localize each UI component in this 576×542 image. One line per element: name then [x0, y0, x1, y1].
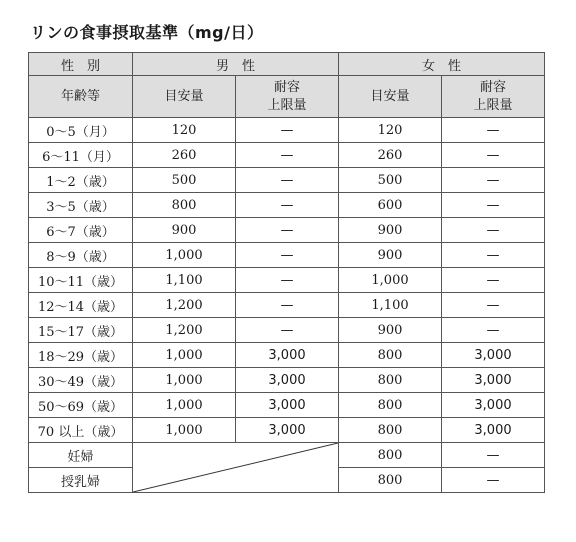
female-ai-cell: 800	[339, 443, 442, 468]
male-ai-cell: 260	[133, 143, 236, 168]
table-row	[29, 268, 545, 293]
male-ai-cell: 800	[133, 193, 236, 218]
male-ai-cell: 1,000	[133, 418, 236, 443]
male-ai-cell: 500	[133, 168, 236, 193]
male-ai-header: 目安量	[133, 76, 236, 118]
special-label-cell: 妊婦	[29, 443, 133, 468]
female-ai-cell: 800	[339, 468, 442, 493]
table-row	[29, 318, 545, 343]
male-ai-cell: 1,200	[133, 293, 236, 318]
table-row	[29, 193, 545, 218]
table-row	[29, 168, 545, 193]
age-cell: 8～9（歳）	[29, 243, 133, 268]
male-ul-cell: —	[236, 293, 339, 318]
female-ai-cell: 1,000	[339, 268, 442, 293]
female-ai-cell: 1,100	[339, 293, 442, 318]
male-ul-cell: —	[236, 218, 339, 243]
table-row	[29, 293, 545, 318]
table-row	[29, 418, 545, 443]
male-ai-cell: 1,000	[133, 368, 236, 393]
female-ul-cell: —	[442, 118, 545, 143]
age-cell: 3～5（歳）	[29, 193, 133, 218]
female-ul-cell: —	[442, 168, 545, 193]
age-cell: 15～17（歳）	[29, 318, 133, 343]
male-ul-cell: 3,000	[236, 393, 339, 418]
phosphorus-intake-table	[28, 52, 545, 493]
female-ul-cell: —	[442, 193, 545, 218]
female-ai-cell: 260	[339, 143, 442, 168]
female-header: 女 性	[339, 53, 545, 76]
table-row	[29, 243, 545, 268]
female-ul-header	[442, 76, 545, 118]
diagonal-line	[133, 443, 338, 492]
female-ul-cell: —	[442, 468, 545, 493]
female-ul-cell: —	[442, 218, 545, 243]
male-ai-cell: 1,000	[133, 393, 236, 418]
table-row	[29, 118, 545, 143]
female-ai-cell: 600	[339, 193, 442, 218]
sex-header: 性 別	[29, 53, 133, 76]
not-applicable-diagonal-cell	[133, 443, 339, 493]
female-ul-cell: —	[442, 243, 545, 268]
table-row	[29, 143, 545, 168]
table-row	[29, 443, 545, 468]
female-ul-cell: —	[442, 318, 545, 343]
male-ai-cell: 1,000	[133, 243, 236, 268]
female-ai-cell: 900	[339, 318, 442, 343]
female-ai-cell: 800	[339, 393, 442, 418]
male-ul-cell: —	[236, 193, 339, 218]
age-cell: 6～11（月）	[29, 143, 133, 168]
female-ai-header: 目安量	[339, 76, 442, 118]
age-cell: 1～2（歳）	[29, 168, 133, 193]
female-ai-cell: 900	[339, 218, 442, 243]
male-header: 男 性	[133, 53, 339, 76]
male-ai-cell: 1,000	[133, 343, 236, 368]
table-row	[29, 368, 545, 393]
female-ul-cell: —	[442, 293, 545, 318]
female-ai-cell: 900	[339, 243, 442, 268]
male-ul-cell: 3,000	[236, 343, 339, 368]
female-ul-cell: 3,000	[442, 368, 545, 393]
table-row	[29, 218, 545, 243]
female-ai-cell: 800	[339, 368, 442, 393]
male-ul-cell: 3,000	[236, 368, 339, 393]
female-ul-cell: —	[442, 143, 545, 168]
age-header: 年齢等	[29, 76, 133, 118]
age-cell: 6～7（歳）	[29, 218, 133, 243]
table-row	[29, 343, 545, 368]
ul-header-line2: 上限量	[267, 97, 307, 113]
table-body	[29, 118, 545, 493]
male-ul-cell: —	[236, 143, 339, 168]
age-cell: 0～5（月）	[29, 118, 133, 143]
female-ul-cell: —	[442, 268, 545, 293]
ul-header-line1: 耐容	[274, 79, 301, 95]
female-ai-cell: 800	[339, 343, 442, 368]
female-ai-cell: 500	[339, 168, 442, 193]
female-ai-cell: 800	[339, 418, 442, 443]
male-ai-cell: 900	[133, 218, 236, 243]
female-ul-cell: 3,000	[442, 393, 545, 418]
male-ul-cell: —	[236, 118, 339, 143]
male-ai-cell: 1,200	[133, 318, 236, 343]
age-cell: 30～49（歳）	[29, 368, 133, 393]
female-ul-cell: —	[442, 443, 545, 468]
age-cell: 18～29（歳）	[29, 343, 133, 368]
male-ai-cell: 1,100	[133, 268, 236, 293]
female-ul-cell: 3,000	[442, 343, 545, 368]
table-title: リンの食事摂取基準（mg/日）	[30, 23, 264, 42]
female-ai-cell: 120	[339, 118, 442, 143]
female-ul-cell: 3,000	[442, 418, 545, 443]
male-ai-cell: 120	[133, 118, 236, 143]
male-ul-cell: —	[236, 243, 339, 268]
ul-header-line1: 耐容	[480, 79, 507, 95]
male-ul-header	[236, 76, 339, 118]
table-row	[29, 393, 545, 418]
age-cell: 50～69（歳）	[29, 393, 133, 418]
male-ul-cell: —	[236, 318, 339, 343]
special-label-cell: 授乳婦	[29, 468, 133, 493]
ul-header-line2: 上限量	[473, 97, 513, 113]
male-ul-cell: —	[236, 268, 339, 293]
age-cell: 10～11（歳）	[29, 268, 133, 293]
age-cell: 70 以上（歳）	[29, 418, 133, 443]
male-ul-cell: 3,000	[236, 418, 339, 443]
age-cell: 12～14（歳）	[29, 293, 133, 318]
male-ul-cell: —	[236, 168, 339, 193]
